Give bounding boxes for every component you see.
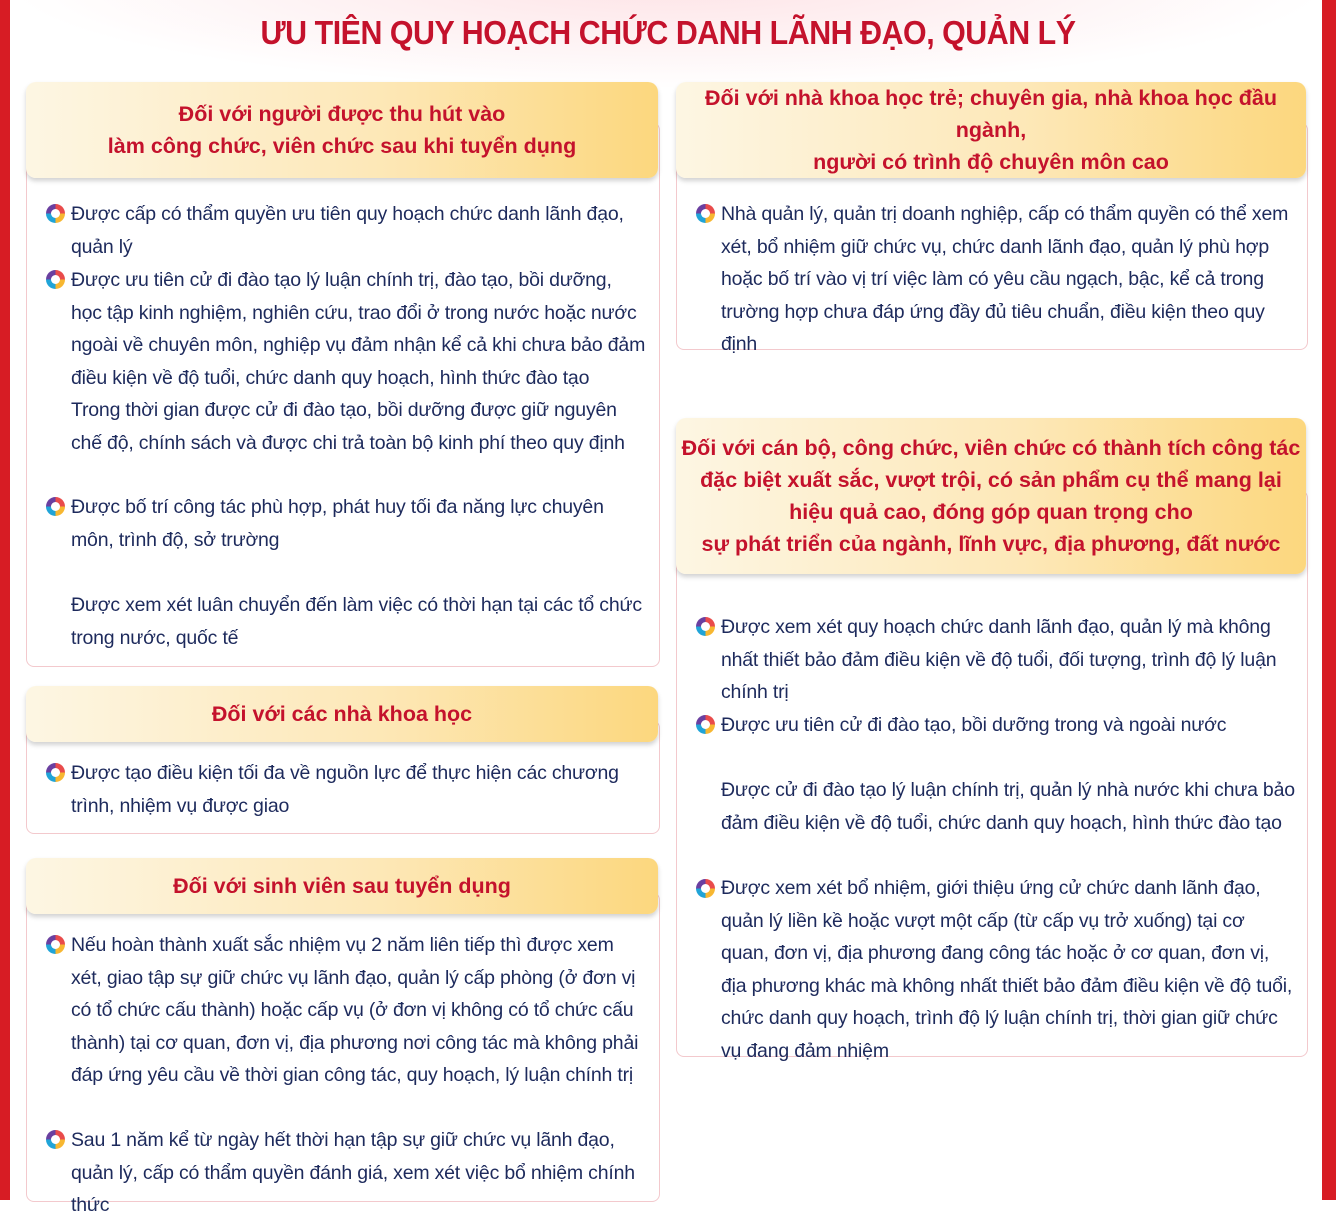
heading-line: sự phát triển của ngành, lĩnh vực, địa phương, đất nước xyxy=(701,532,1281,556)
bullet-icon xyxy=(46,935,65,954)
heading-line: Đối với các nhà khoa học xyxy=(211,702,473,726)
list-item: Được ưu tiên cử đi đào tạo lý luận chính trị, đào tạo, bồi dưỡng, học tập kinh nghiệm, nghiên cứu, trao đổi ở trong nước hoặc nước ngoài về chuyên môn, nghiệp vụ đảm nhận kể cả khi chưa bảo đảm điều kiện về độ tuổi, chức danh quy hoạch, hình thức đào tạo xyxy=(71,269,646,389)
heading-line: Đối với cán bộ, công chức, viên chức có thành tích công tác xyxy=(681,436,1301,460)
bullet-icon xyxy=(696,204,715,223)
bullet-icon xyxy=(46,497,65,516)
section-heading-students xyxy=(26,858,658,914)
list-item: Sau 1 năm kể từ ngày hết thời hạn tập sự giữ chức vụ lãnh đạo, quản lý, cấp có thẩm quyền đánh giá, xem xét việc bổ nhiệm chính thức xyxy=(71,1129,635,1216)
bullet-icon xyxy=(46,1130,65,1149)
bullet-icon xyxy=(46,204,65,223)
section-heading-scientists xyxy=(26,686,658,742)
heading-line: Đối với sinh viên sau tuyển dụng xyxy=(173,874,511,898)
list-item: Được cấp có thẩm quyền ưu tiên quy hoạch chức danh lãnh đạo, quản lý xyxy=(71,203,624,258)
left-red-border xyxy=(0,0,10,1200)
heading-line: Đối với nhà khoa học trẻ; chuyên gia, nhà khoa học đầu ngành, xyxy=(705,86,1277,142)
right-red-border xyxy=(1322,0,1336,1200)
heading-line: hiệu quả cao, đóng góp quan trọng cho xyxy=(789,500,1193,524)
bullet-icon xyxy=(46,270,65,289)
page-title: ƯU TIÊN QUY HOẠCH CHỨC DANH LÃNH ĐẠO, QUẢN LÝ xyxy=(260,14,1076,51)
heading-line: làm công chức, viên chức sau khi tuyển dụng xyxy=(107,134,577,158)
list-item: Được xem xét luân chuyển đến làm việc có thời hạn tại các tổ chức trong nước, quốc tế xyxy=(71,594,642,649)
list-item: Được tạo điều kiện tối đa về nguồn lực để thực hiện các chương trình, nhiệm vụ được giao xyxy=(71,762,619,817)
list-item: Được cử đi đào tạo lý luận chính trị, quản lý nhà nước khi chưa bảo đảm điều kiện về độ tuổi, chức danh quy hoạch, hình thức đào tạo xyxy=(721,779,1295,834)
list-item: Trong thời gian được cử đi đào tạo, bồi dưỡng được giữ nguyên chế độ, chính sách và được chi trả toàn bộ kinh phí theo quy định xyxy=(71,399,625,454)
heading-line: đặc biệt xuất sắc, vượt trội, có sản phẩm cụ thể mang lại xyxy=(700,468,1282,492)
list-item: Được xem xét bổ nhiệm, giới thiệu ứng cử chức danh lãnh đạo, quản lý liền kề hoặc vượt một cấp (từ cấp vụ trở xuống) tại cơ quan, đơn vị, địa phương đang công tác hoặc ở cơ quan, đơn vị, địa phương khác mà không nhất thiết bảo đảm điều kiện về độ tuổi, chức danh quy hoạch, trình độ lý luận chính trị, thời gian giữ chức vụ đang đảm nhiệm xyxy=(721,877,1293,1062)
bullet-icon xyxy=(696,715,715,734)
bullet-icon xyxy=(46,763,65,782)
bullet-icon xyxy=(696,879,715,898)
list-item: Được bố trí công tác phù hợp, phát huy tối đa năng lực chuyên môn, trình độ, sở trường xyxy=(71,496,604,551)
section-heading-young-scientists xyxy=(676,82,1306,178)
section-heading-outstanding xyxy=(676,418,1306,574)
heading-line: Đối với người được thu hút vào xyxy=(178,102,506,126)
bullet-icon xyxy=(696,617,715,636)
heading-line: người có trình độ chuyên môn cao xyxy=(813,150,1169,174)
section-heading-recruited xyxy=(26,82,658,178)
list-item: Nhà quản lý, quản trị doanh nghiệp, cấp có thẩm quyền có thể xem xét, bổ nhiệm giữ chức vụ, chức danh lãnh đạo, quản lý phù hợp hoặc bố trí vào vị trí việc làm có yêu cầu ngạch, bậc, kể cả trong trường hợp chưa đáp ứng đầy đủ tiêu chuẩn, điều kiện theo quy định xyxy=(721,203,1289,355)
list-item: Nếu hoàn thành xuất sắc nhiệm vụ 2 năm liên tiếp thì được xem xét, giao tập sự giữ chức vụ lãnh đạo, quản lý cấp phòng (ở đơn vị có tổ chức cấu thành) hoặc cấp vụ (ở đơn vị không có tổ chức cấu thành) tại cơ quan, đơn vị, địa phương nơi công tác mà không phải đáp ứng yêu cầu về thời gian công tác, quy hoạch, lý luận chính trị xyxy=(71,934,639,1086)
list-item: Được ưu tiên cử đi đào tạo, bồi dưỡng trong và ngoài nước xyxy=(721,714,1227,736)
list-item: Được xem xét quy hoạch chức danh lãnh đạo, quản lý mà không nhất thiết bảo đảm điều kiện về độ tuổi, đối tượng, trình độ lý luận chính trị xyxy=(721,616,1277,703)
